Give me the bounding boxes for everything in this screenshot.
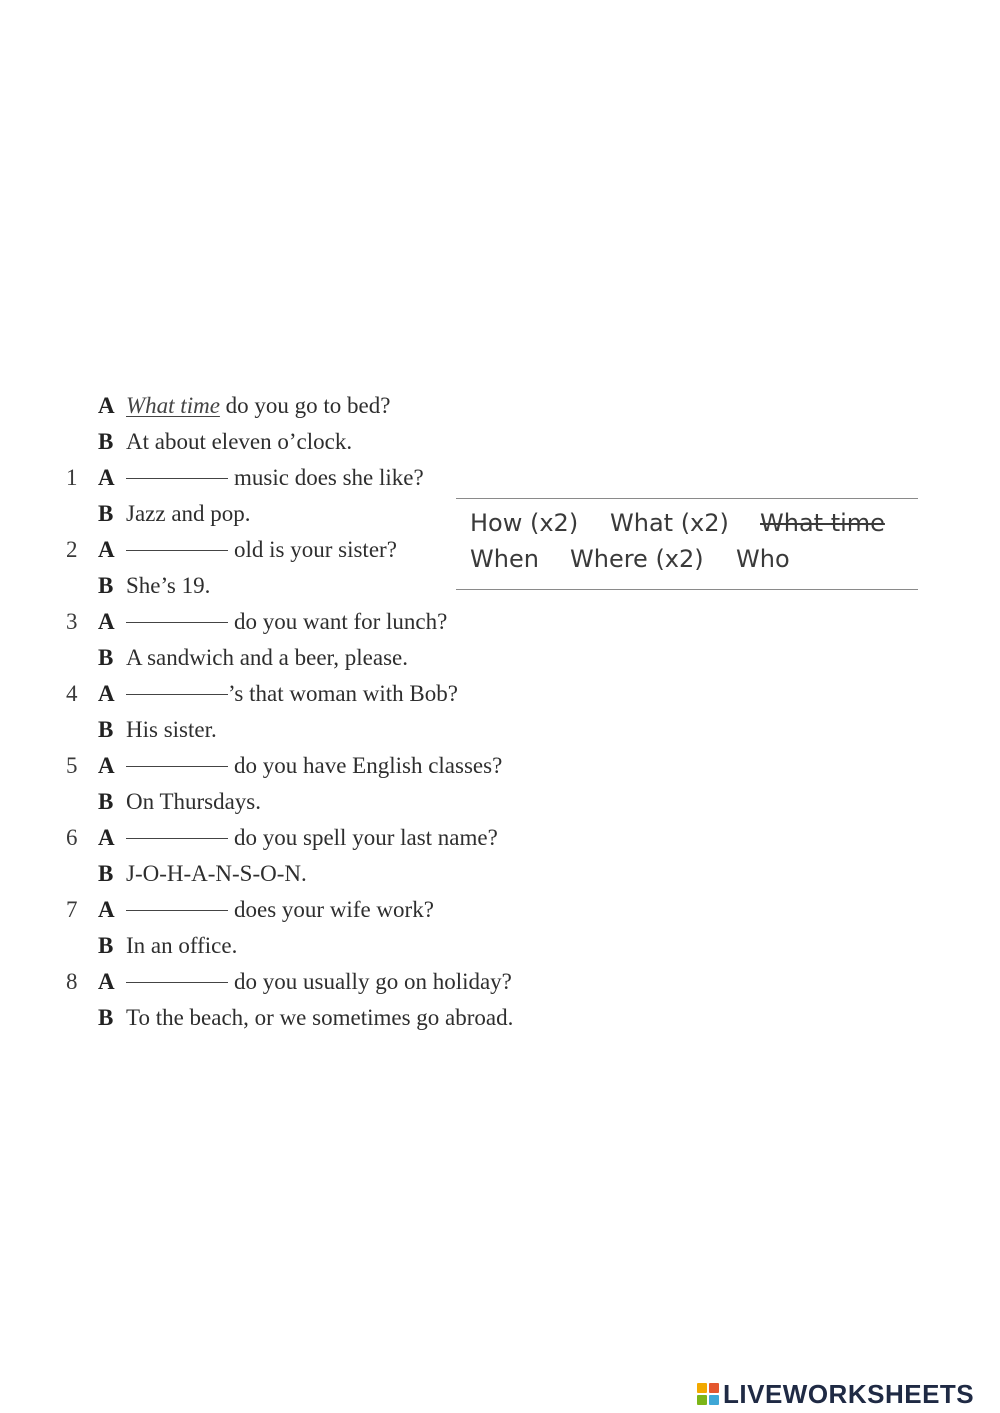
answer-text: His sister. xyxy=(126,717,217,742)
example-question xyxy=(58,388,578,424)
answer-blank-8[interactable] xyxy=(126,981,228,983)
speaker-a-label: A xyxy=(98,825,115,850)
answer-blank-5[interactable] xyxy=(126,765,228,767)
word-when: When xyxy=(470,545,539,573)
question-number: 4 xyxy=(66,681,78,706)
answer-blank-3[interactable] xyxy=(126,621,228,623)
brand-name: LIVEWORKSHEETS xyxy=(723,1378,975,1409)
speaker-b-label: B xyxy=(98,645,114,670)
speaker-b-label: B xyxy=(98,789,114,814)
question-number: 7 xyxy=(66,897,78,922)
question-text: do you spell your last name? xyxy=(234,825,498,850)
word-who: Who xyxy=(736,545,790,573)
speaker-a-label: A xyxy=(98,393,115,418)
question-number: 2 xyxy=(66,537,78,562)
answer-blank-1[interactable] xyxy=(126,477,228,479)
example-answer-text: At about eleven o’clock. xyxy=(126,429,353,454)
question-8 xyxy=(58,964,578,1000)
question-3 xyxy=(58,604,578,640)
question-text: do you want for lunch? xyxy=(234,609,448,634)
speaker-b-label: B xyxy=(98,933,114,958)
speaker-b-label: B xyxy=(98,573,114,598)
speaker-a-label: A xyxy=(98,465,115,490)
question-1 xyxy=(58,460,578,496)
word-how: How (x2) xyxy=(470,509,579,537)
question-5 xyxy=(58,748,578,784)
question-text: ’s that woman with Bob? xyxy=(228,681,458,706)
question-6 xyxy=(58,820,578,856)
example-answer: What time xyxy=(126,393,220,418)
speaker-b-label: B xyxy=(98,429,114,454)
answer-text: Jazz and pop. xyxy=(126,501,251,526)
answer-text: She’s 19. xyxy=(126,573,211,598)
question-number: 8 xyxy=(66,969,78,994)
liveworksheets-logo-icon xyxy=(697,1383,719,1405)
speaker-a-label: A xyxy=(98,897,115,922)
word-where: Where (x2) xyxy=(570,545,704,573)
answer-4 xyxy=(58,712,578,748)
answer-blank-6[interactable] xyxy=(126,837,228,839)
answer-6 xyxy=(58,856,578,892)
answer-text: A sandwich and a beer, please. xyxy=(126,645,408,670)
speaker-b-label: B xyxy=(98,861,114,886)
answer-blank-4[interactable] xyxy=(126,693,228,695)
speaker-a-label: A xyxy=(98,681,115,706)
word-what: What (x2) xyxy=(610,509,729,537)
answer-text: In an office. xyxy=(126,933,238,958)
answer-text: To the beach, or we sometimes go abroad. xyxy=(126,1005,514,1030)
question-number: 6 xyxy=(66,825,78,850)
speaker-a-label: A xyxy=(98,969,115,994)
answer-text: J-O-H-A-N-S-O-N. xyxy=(126,861,307,886)
speaker-b-label: B xyxy=(98,717,114,742)
question-text: do you usually go on holiday? xyxy=(234,969,512,994)
speaker-a-label: A xyxy=(98,537,115,562)
speaker-a-label: A xyxy=(98,609,115,634)
question-text: music does she like? xyxy=(234,465,424,490)
question-number: 1 xyxy=(66,465,78,490)
question-text: does your wife work? xyxy=(234,897,434,922)
answer-5 xyxy=(58,784,578,820)
question-4 xyxy=(58,676,578,712)
example-answer-line xyxy=(58,424,578,460)
speaker-b-label: B xyxy=(98,501,114,526)
answer-8 xyxy=(58,1000,578,1036)
speaker-b-label: B xyxy=(98,1005,114,1030)
question-number: 3 xyxy=(66,609,78,634)
question-number: 5 xyxy=(66,753,78,778)
answer-text: On Thursdays. xyxy=(126,789,262,814)
answer-blank-2[interactable] xyxy=(126,549,228,551)
word-box xyxy=(456,498,918,590)
answer-7 xyxy=(58,928,578,964)
word-what-time-struck: What time xyxy=(760,509,885,537)
question-text: do you have English classes? xyxy=(234,753,503,778)
liveworksheets-logo xyxy=(697,1378,974,1410)
question-7 xyxy=(58,892,578,928)
speaker-a-label: A xyxy=(98,753,115,778)
question-text: old is your sister? xyxy=(234,537,397,562)
answer-3 xyxy=(58,640,578,676)
answer-blank-7[interactable] xyxy=(126,909,228,911)
example-question-text: do you go to bed? xyxy=(225,393,391,418)
